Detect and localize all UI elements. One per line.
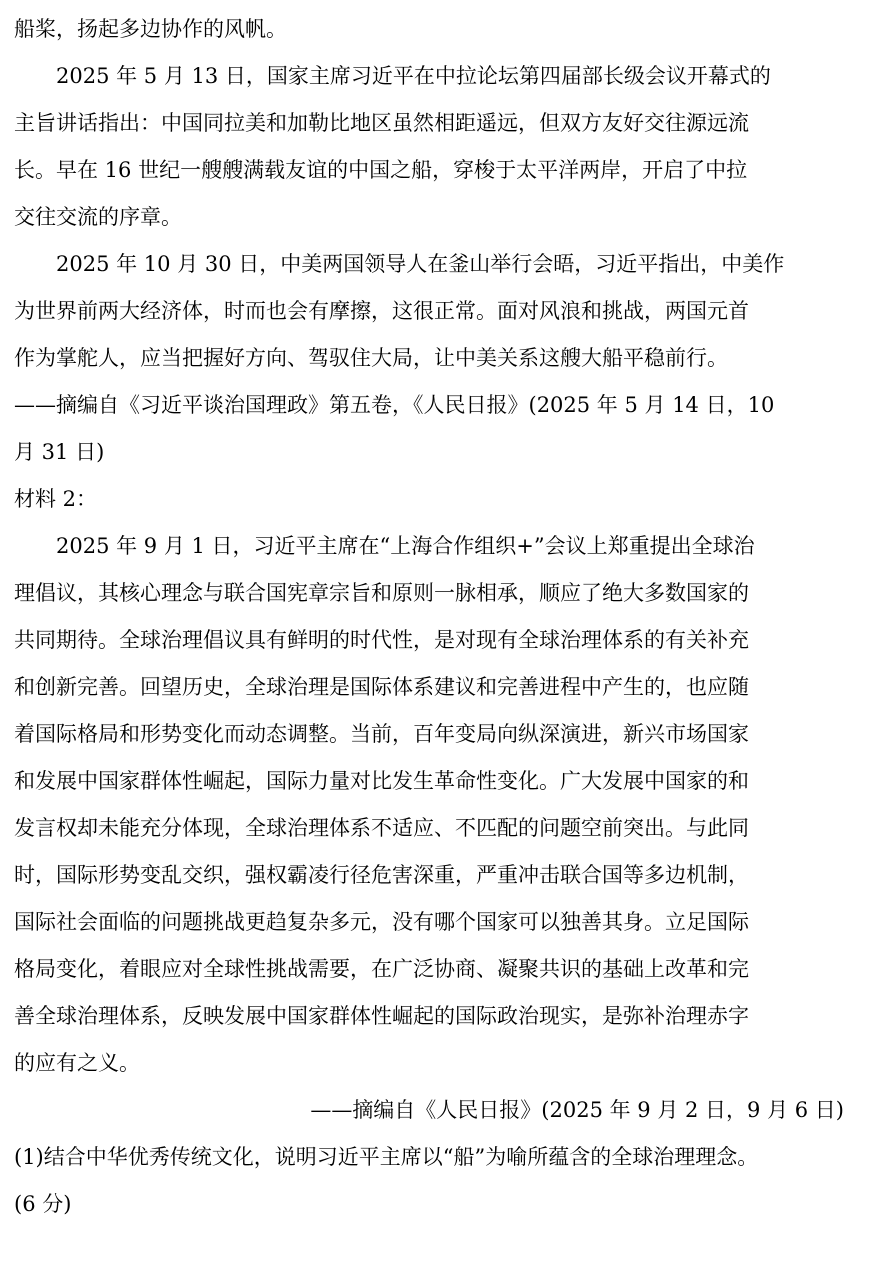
paragraph-3 [14, 523, 844, 1087]
paragraph-line: 长。早在 16 世纪一艘艘满载友谊的中国之船，穿梭于太平洋两岸，开启了中拉 [14, 158, 748, 182]
paragraph-line: 交往交流的序章。 [14, 205, 182, 229]
question-points: (6 分) [14, 1192, 72, 1216]
paragraph-1 [14, 53, 844, 241]
paragraph-line: 为世界前两大经济体，时而也会有摩擦，这很正常。面对风浪和挑战，两国元首 [14, 299, 749, 323]
paragraph-line: 发言权却未能充分体现，全球治理体系不适应、不匹配的问题空前突出。与此同 [14, 816, 749, 840]
paragraph-line: 主旨讲话指出：中国同拉美和加勒比地区虽然相距遥远，但双方友好交往源远流 [14, 111, 749, 135]
paragraph-line: 的应有之义。 [14, 1051, 140, 1075]
citation-line: 月 31 日) [14, 440, 105, 464]
paragraph-line: 2025 年 9 月 1 日，习近平主席在“上海合作组织+”会议上郑重提出全球治 [56, 534, 755, 558]
paragraph-line: 国际社会面临的问题挑战更趋复杂多元，没有哪个国家可以独善其身。立足国际 [14, 910, 749, 934]
question-1 [14, 1134, 844, 1228]
paragraph-line: 理倡议，其核心理念与联合国宪章宗旨和原则一脉相承，顺应了绝大多数国家的 [14, 581, 749, 605]
material-2-label: 材料 2： [14, 487, 98, 511]
paragraph-line: 着国际格局和形势变化而动态调整。当前，百年变局向纵深演进，新兴市场国家 [14, 722, 749, 746]
question-line: (1)结合中华优秀传统文化，说明习近平主席以“船”为喻所蕴含的全球治理理念。 [14, 1145, 759, 1169]
paragraph-line: 善全球治理体系，反映发展中国家群体性崛起的国际政治现实，是弥补治理赤字 [14, 1004, 749, 1028]
paragraph-line: 时，国际形势变乱交织，强权霸凌行径危害深重，严重冲击联合国等多边机制， [14, 863, 749, 887]
source-citation-1 [14, 382, 844, 476]
paragraph-2 [14, 241, 844, 382]
paragraph-line: 格局变化，着眼应对全球性挑战需要，在广泛协商、凝聚共识的基础上改革和完 [14, 957, 749, 981]
paragraph-line: 作为掌舵人，应当把握好方向、驾驭住大局，让中美关系这艘大船平稳前行。 [14, 346, 728, 370]
paragraph-line: 和创新完善。回望历史，全球治理是国际体系建议和完善进程中产生的，也应随 [14, 675, 749, 699]
paragraph-line: 共同期待。全球治理倡议具有鲜明的时代性，是对现有全球治理体系的有关补充 [14, 628, 749, 652]
source-citation-2: ——摘编自《人民日报》(2025 年 9 月 2 日，9 月 6 日) [310, 1098, 844, 1122]
paragraph-line: 2025 年 10 月 30 日，中美两国领导人在釜山举行会晤，习近平指出，中美作 [56, 252, 785, 276]
paragraph-line: 和发展中国家群体性崛起，国际力量对比发生革命性变化。广大发展中国家的和 [14, 769, 749, 793]
intro-fragment: 船桨，扬起多边协作的风帆。 [14, 17, 287, 41]
paragraph-line: 2025 年 5 月 13 日，国家主席习近平在中拉论坛第四届部长级会议开幕式的 [56, 64, 771, 88]
citation-line: ——摘编自《习近平谈治国理政》第五卷，《人民日报》(2025 年 5 月 14 日，10 [14, 393, 775, 417]
